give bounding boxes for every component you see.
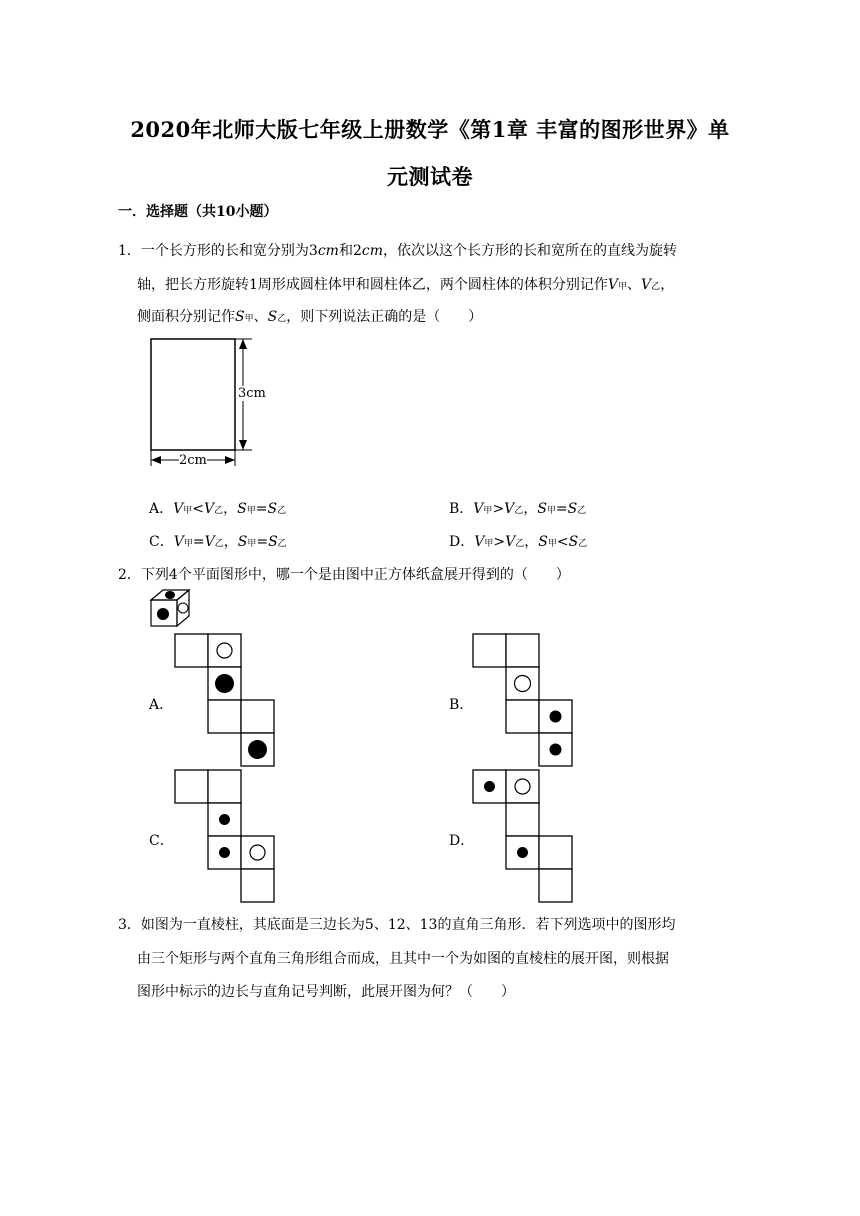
- q2-option-b-label[interactable]: B．: [449, 697, 474, 713]
- page-title-line1: 2020年北师大版七年级上册数学《第1章 丰富的图形世界》单: [130, 117, 730, 142]
- q1-line1: 1．一个长方形的长和宽分别为3cm和2cm，依次以这个长方形的长和宽所在的直线为旋转: [118, 243, 678, 259]
- q2-option-d-net[interactable]: [471, 768, 575, 904]
- q3-line1: 3．如图为一直棱柱，其底面是三边长为5、12、13的直角三角形．若下列选项中的图形均: [118, 917, 676, 933]
- q1-height-label: 3cm: [238, 386, 266, 401]
- q2-option-d-label[interactable]: D．: [449, 833, 475, 849]
- q3-line2: 由三个矩形与两个直角三角形组合而成，且其中一个为如图的直棱柱的展开图，则根据: [137, 951, 669, 967]
- q1-option-c[interactable]: C．V甲=V乙，S甲=S乙: [149, 534, 287, 550]
- q1-line3: 侧面积分别记作S甲、S乙，则下列说法正确的是（ ）: [137, 309, 483, 325]
- page-title-line2: 元测试卷: [387, 164, 473, 189]
- q2-option-a-label[interactable]: A．: [149, 697, 174, 713]
- q1-option-d[interactable]: D．V甲>V乙，S甲<S乙: [449, 534, 588, 550]
- q2-option-a-net[interactable]: [173, 632, 277, 768]
- q2-cube-figure: [148, 588, 196, 630]
- q3-line3: 图形中标示的边长与直角记号判断，此展开图为何？（ ）: [137, 984, 515, 1000]
- q2-question-text: 2．下列4个平面图形中，哪一个是由图中正方体纸盒展开得到的（ ）: [118, 567, 570, 583]
- q2-option-c-net[interactable]: [173, 768, 277, 904]
- q1-line2: 轴，把长方形旋转1周形成圆柱体甲和圆柱体乙，两个圆柱体的体积分别记作V甲、V乙，: [137, 277, 675, 293]
- q1-option-b[interactable]: B．V甲>V乙，S甲=S乙: [449, 501, 587, 517]
- q2-option-c-label[interactable]: C．: [149, 833, 174, 849]
- section-heading: 一．选择题（共10小题）: [118, 204, 278, 220]
- q2-option-b-net[interactable]: [471, 632, 575, 768]
- q1-option-a[interactable]: A．V甲<V乙，S甲=S乙: [149, 501, 287, 517]
- q1-width-label: 2cm: [179, 453, 207, 468]
